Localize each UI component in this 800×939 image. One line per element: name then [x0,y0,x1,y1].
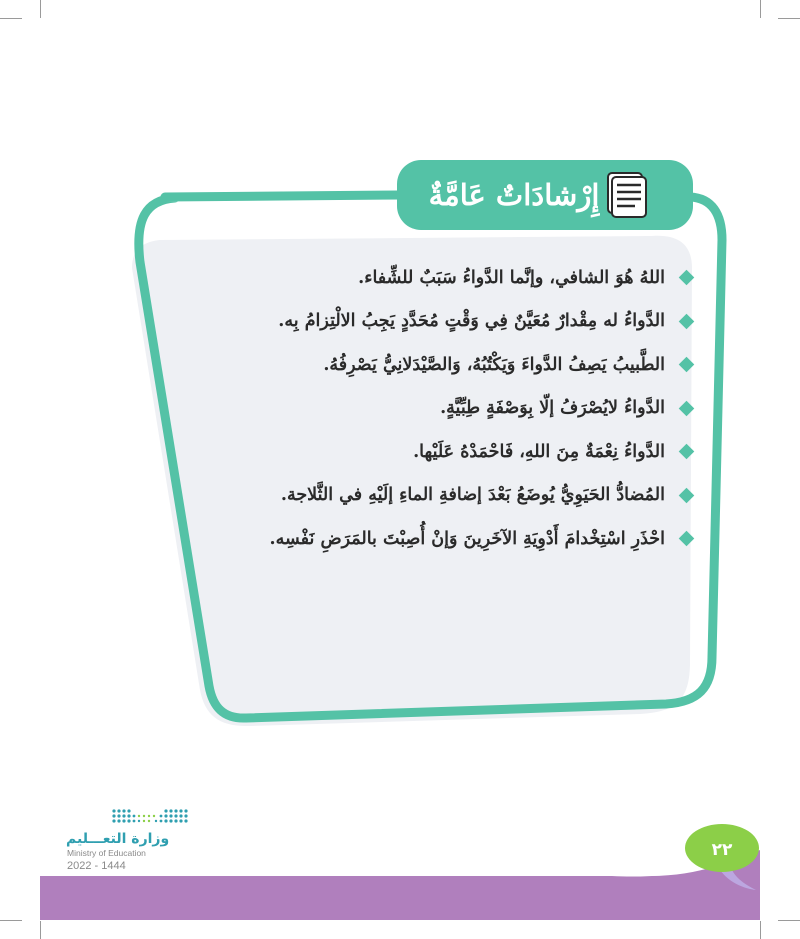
ministry-year: 2022 - 1444 [67,860,126,872]
diamond-bullet-icon [679,270,695,286]
diamond-bullet-icon [679,531,695,547]
ministry-name-english: Ministry of Education [67,848,146,858]
tips-list [178,256,696,561]
list-item [178,343,696,387]
diamond-bullet-icon [679,357,695,373]
ministry-logo [66,807,206,872]
diamond-bullet-icon [679,487,695,503]
document-icon [607,172,647,218]
list-item [178,517,696,561]
tip-text: الدَّواءُ نِعْمَةٌ مِنَ اللهِ، فَاحْمَدْهُ عَلَيْها. [413,441,665,462]
page-number: ٢٢ [711,840,733,860]
list-item [178,300,696,344]
tip-text: المُضادُّ الحَيَوِيُّ يُوضَعُ بَعْدَ إضافةِ الماءِ إلَيْهِ في الثَّلاجة. [280,485,665,506]
tip-text: اللهُ هُوَ الشافي، وإنَّما الدَّواءُ سَبَبٌ للشِّفاء. [358,267,665,288]
title-tab-content [397,160,693,230]
list-item [178,430,696,474]
ministry-name-arabic: وزارة التعـــليم [66,831,170,847]
list-item [178,474,696,518]
diamond-bullet-icon [679,313,695,329]
tip-text: الدَّواءُ له مِقْدارٌ مُعَيَّنٌ فِي وَقْتٍ مُحَدَّدٍ يَجِبُ الالْتِزامُ بِه. [278,311,665,332]
ministry-dots-icon [110,807,190,827]
list-item [178,256,696,300]
section-title: إِرْشادَاتٌ عَامَّةٌ [428,178,600,212]
tip-text: الدَّواءُ لايُصْرَفُ إلّا بِوَصْفَةٍ طِبِّيَّةٍ. [440,398,665,419]
tip-text: احْذَرِ اسْتِخْدامَ أَدْوِيَةِ الآخَرِينَ وَإنْ أُصِبْتَ بالمَرَضِ نَفْسِه. [269,528,665,549]
diamond-bullet-icon [679,444,695,460]
diamond-bullet-icon [679,400,695,416]
list-item [178,387,696,431]
tip-text: الطَّبيبُ يَصِفُ الدَّواءَ وَيَكْتُبُهُ، وَالصَّيْدَلانِيُّ يَصْرِفُهُ. [323,354,665,375]
